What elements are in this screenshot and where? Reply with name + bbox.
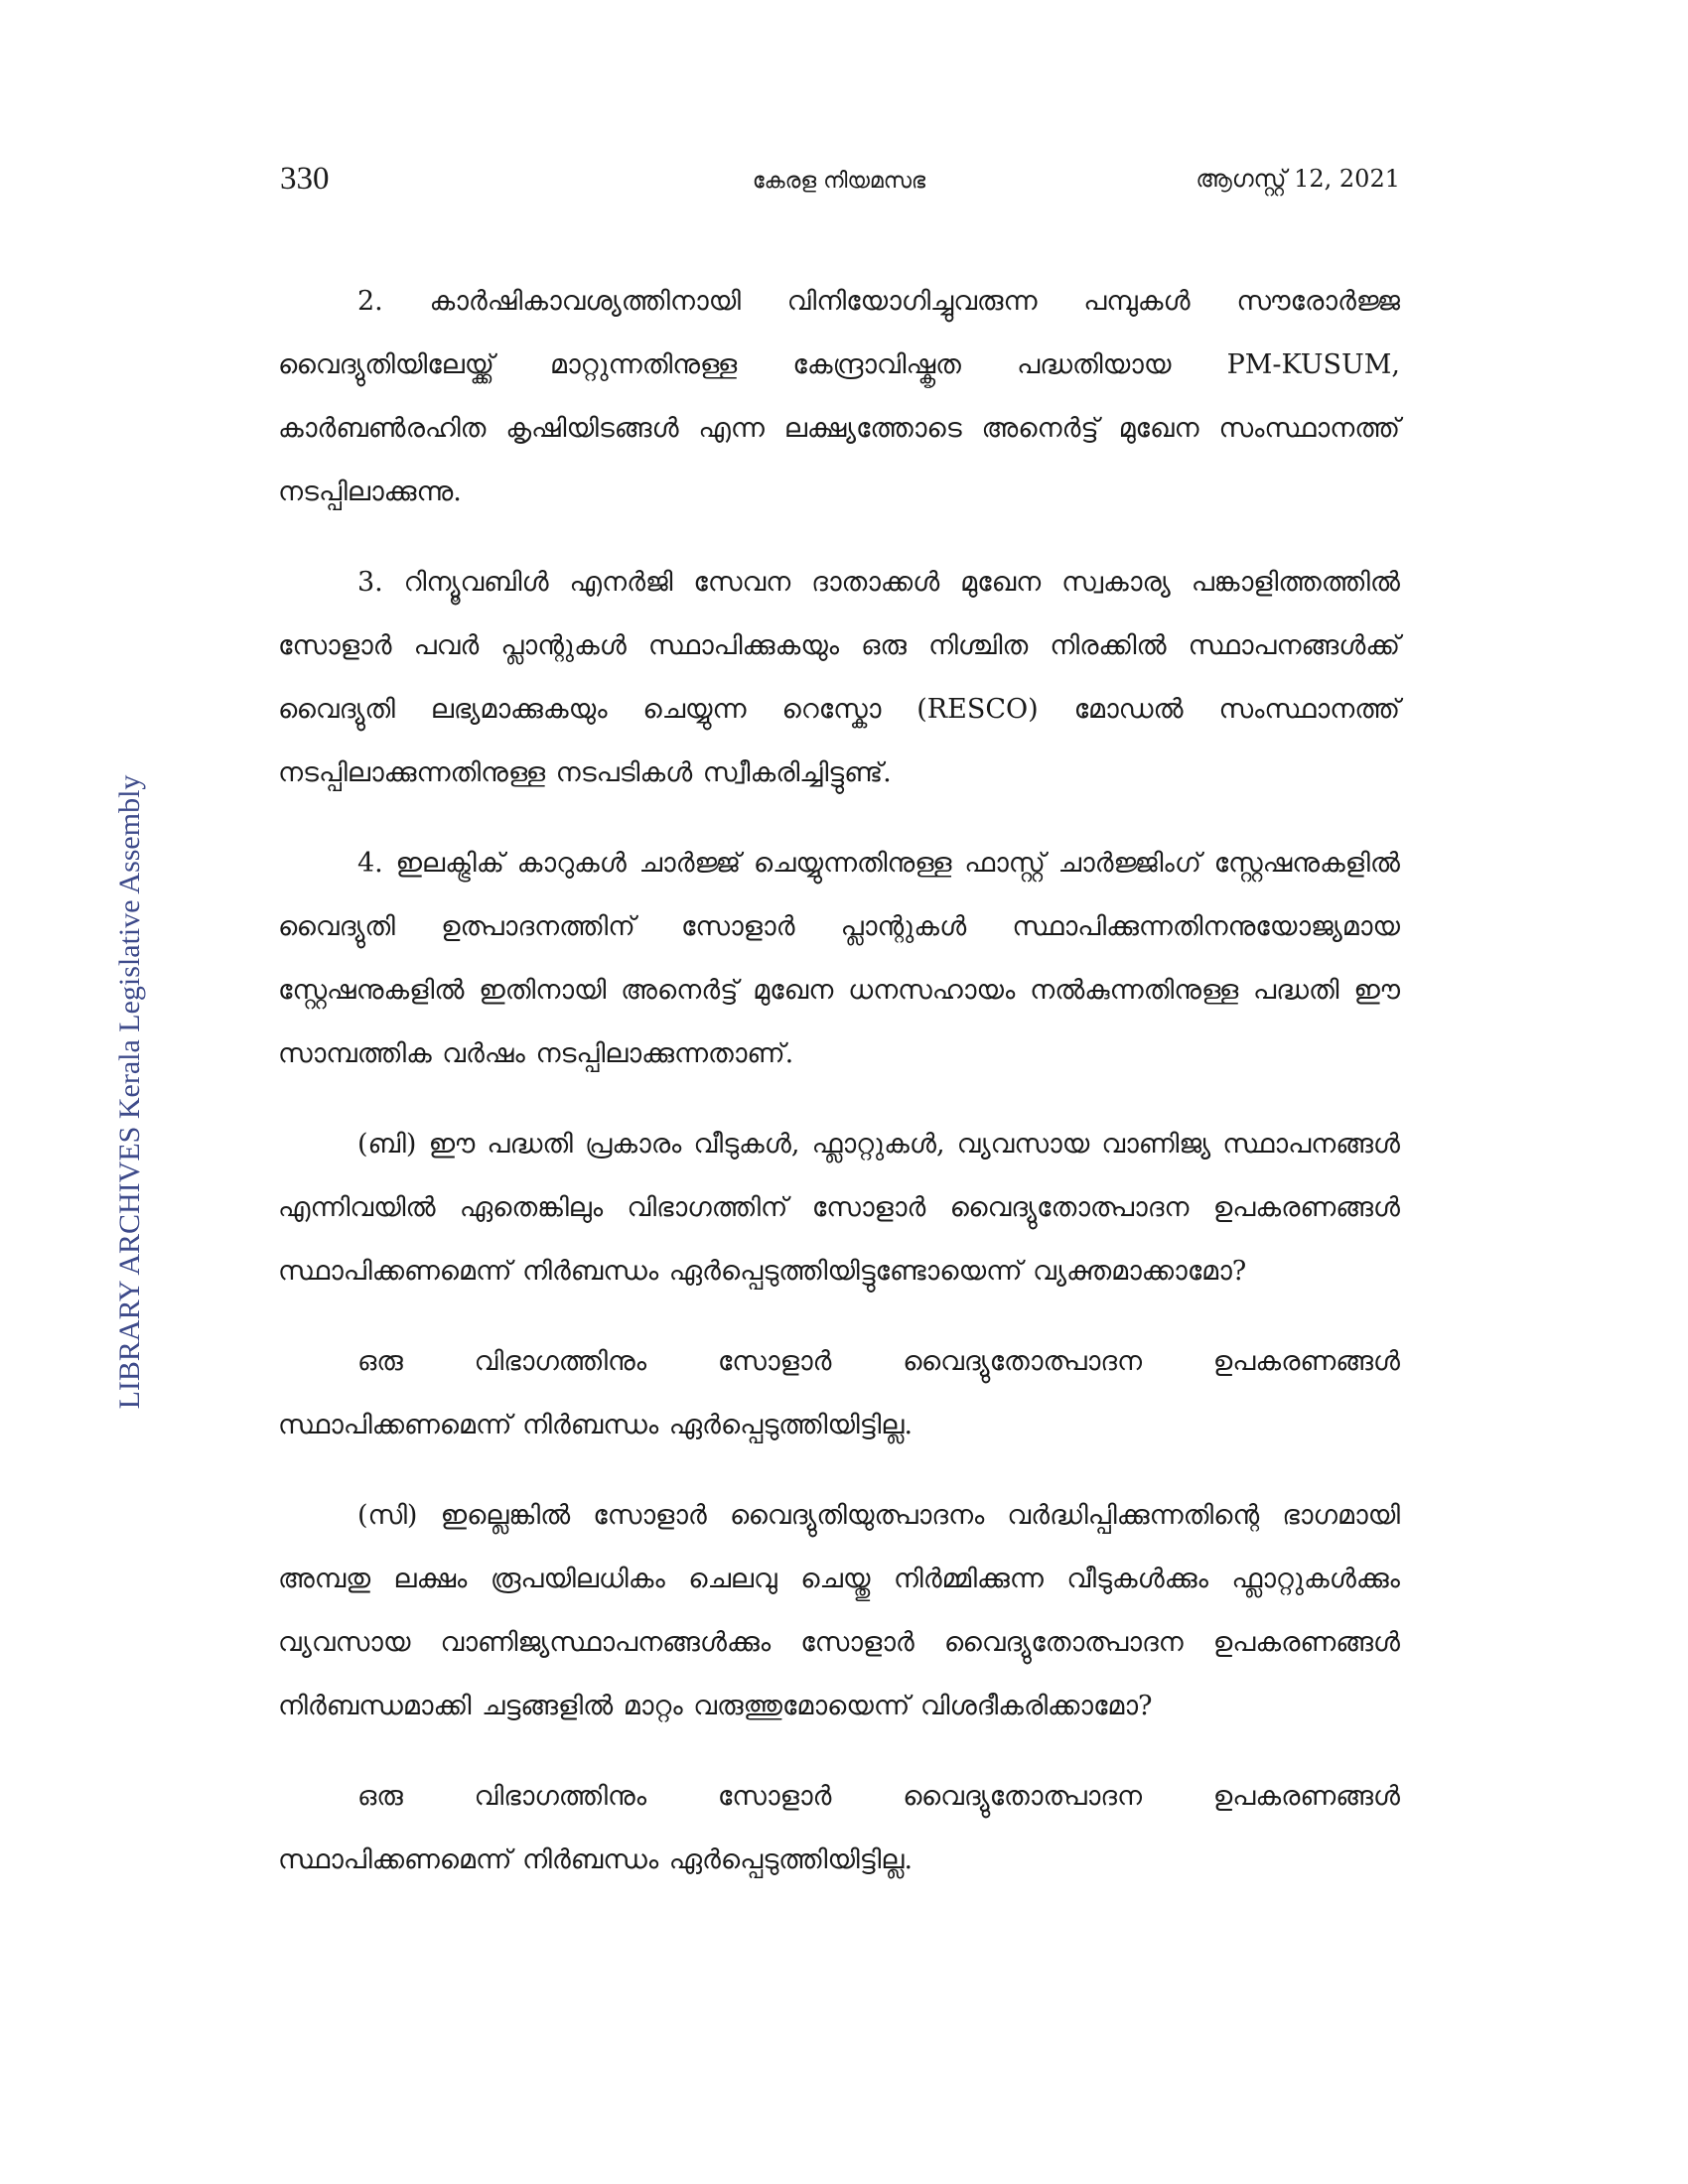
paragraph-item-2: 2. കാർഷികാവശ്യത്തിനായി വിനിയോഗിച്ചുവരുന്ന പമ്പുകൾ സൗരോർജ്ജ വൈദ്യുതിയിലേയ്ക്ക് മാറ്റുന്നതിനുള്ള കേന്ദ്രാവിഷ്കൃത പദ്ധതിയായ PM-KUSUM, കാർബൺരഹിത കൃഷിയിടങ്ങൾ എന്ന ലക്ഷ്യത്തോടെ അനെർട്ട് മുഖേന സംസ്ഥാനത്ത് നടപ്പിലാക്കുന്നു. [278,286,1400,507]
question-b: (ബി) ഈ പദ്ധതി പ്രകാരം വീടുകൾ, ഫ്ലാറ്റുകൾ, വ്യവസായ വാണിജ്യ സ്ഥാപനങ്ങൾ എന്നിവയിൽ ഏതെങ്കിലും വിഭാഗത്തിന് സോളാർ വൈദ്യുതോത്പാദന ഉപകരണങ്ങൾ സ്ഥാപിക്കണമെന്ന് നിർബന്ധം ഏർപ്പെടുത്തിയിട്ടുണ്ടോയെന്ന് വ്യക്തമാക്കാമോ? [278,1129,1400,1287]
archive-watermark: LIBRARY ARCHIVES Kerala Legislative Assembly [113,774,146,1410]
assembly-name: കേരള നിയമസഭ [752,169,926,194]
paragraph-item-4: 4. ഇലക്ട്രിക് കാറുകൾ ചാർജ്ജ് ചെയ്യുന്നതിനുള്ള ഫാസ്റ്റ് ചാർജ്ജിംഗ് സ്റ്റേഷനുകളിൽ വൈദ്യുതി ഉത്പാദനത്തിന് സോളാർ പ്ലാന്റുകൾ സ്ഥാപിക്കുന്നതിനനുയോജ്യമായ സ്റ്റേഷനുകളിൽ ഇതിനായി അനെർട്ട് മുഖേന ധനസഹായം നൽകുന്നതിനുള്ള പദ്ധതി ഈ സാമ്പത്തിക വർഷം നടപ്പിലാക്കുന്നതാണ്. [278,848,1400,1069]
page-number: 330 [280,161,330,197]
question-c: (സി) ഇല്ലെങ്കിൽ സോളാർ വൈദ്യുതിയുത്പാദനം വർദ്ധിപ്പിക്കുന്നതിന്റെ ഭാഗമായി അമ്പതു ലക്ഷം രൂപയിലധികം ചെലവു ചെയ്തു നിർമ്മിക്കുന്ന വീടുകൾക്കും ഫ്ലാറ്റുകൾക്കും വ്യവസായ വാണിജ്യസ്ഥാപനങ്ങൾക്കും സോളാർ വൈദ്യുതോത്പാദന ഉപകരണങ്ങൾ നിർബന്ധമാക്കി ചട്ടങ്ങളിൽ മാറ്റം വരുത്തുമോയെന്ന് വിശദീകരിക്കാമോ? [278,1500,1400,1721]
answer-b: ഒരു വിഭാഗത്തിനും സോളാർ വൈദ്യുതോത്പാദന ഉപകരണങ്ങൾ സ്ഥാപിക്കണമെന്ന് നിർബന്ധം ഏർപ്പെടുത്തിയിട്ടില്ല. [278,1346,1400,1440]
answer-c: ഒരു വിഭാഗത്തിനും സോളാർ വൈദ്യുതോത്പാദന ഉപകരണങ്ങൾ സ്ഥാപിക്കണമെന്ന് നിർബന്ധം ഏർപ്പെടുത്തിയിട്ടില്ല. [278,1781,1400,1875]
session-date: ആഗസ്റ്റ് 12, 2021 [1196,165,1400,193]
document-body [278,270,1400,1919]
paragraph-item-3: 3. റിന്യൂവബിൾ എനർജി സേവന ദാതാക്കൾ മുഖേന സ്വകാര്യ പങ്കാളിത്തത്തിൽ സോളാർ പവർ പ്ലാന്റുകൾ സ്ഥാപിക്കുകയും ഒരു നിശ്ചിത നിരക്കിൽ സ്ഥാപനങ്ങൾക്ക് വൈദ്യുതി ലഭ്യമാക്കുകയും ചെയ്യുന്ന റെസ്കോ (RESCO) മോഡൽ സംസ്ഥാനത്ത് നടപ്പിലാക്കുന്നതിനുള്ള നടപടികൾ സ്വീകരിച്ചിട്ടുണ്ട്. [278,567,1400,788]
page-header [278,161,1400,210]
